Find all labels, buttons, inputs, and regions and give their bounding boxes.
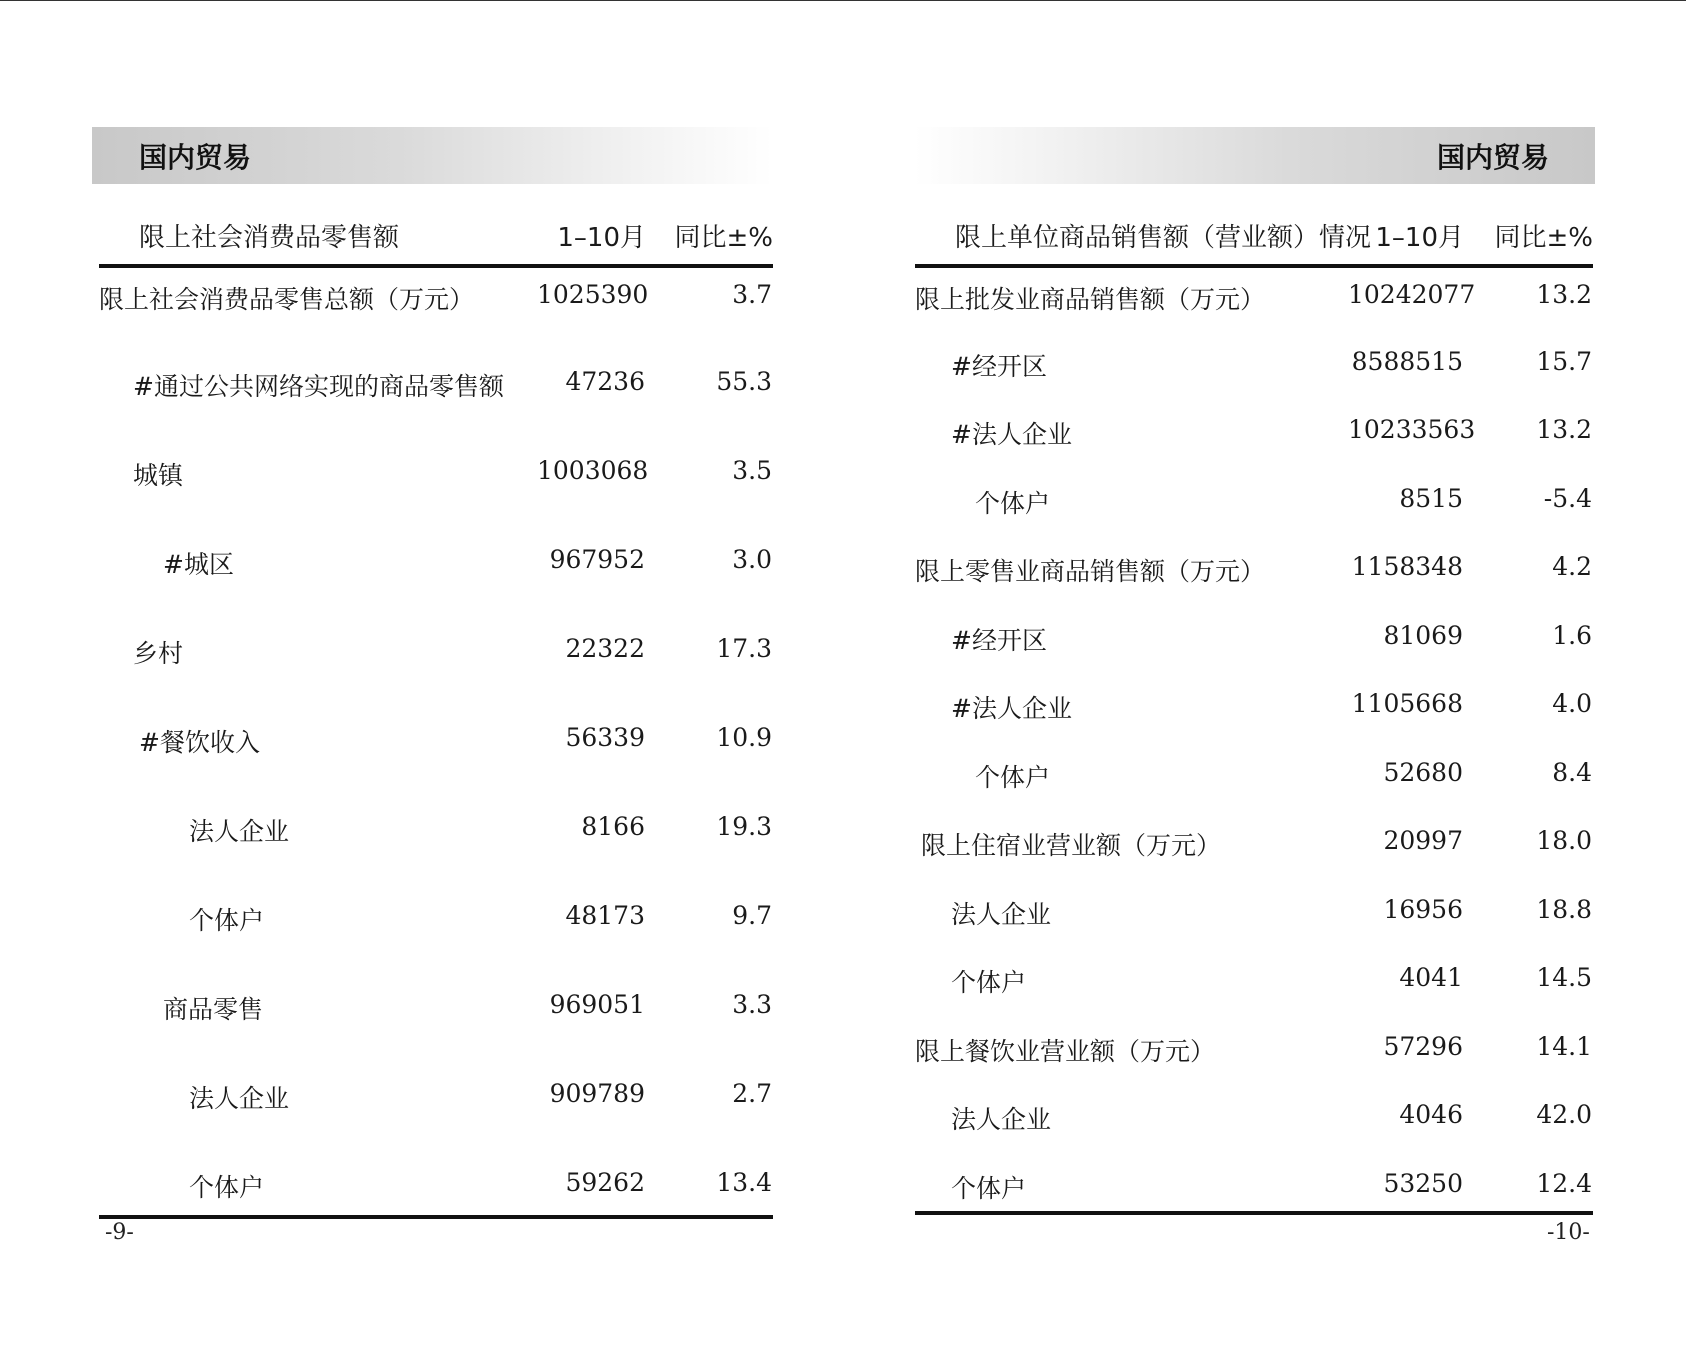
row-yoy: 3.3 xyxy=(732,990,772,1019)
row-yoy: 10.9 xyxy=(716,723,772,752)
row-yoy: 15.7 xyxy=(1536,346,1592,376)
table-row xyxy=(915,266,1593,335)
row-label: 限上社会消费品零售总额（万元） xyxy=(99,285,475,314)
right-section-title: 国内贸易 xyxy=(1436,140,1549,174)
row-label: #经开区 xyxy=(951,351,1047,381)
row-value: 4046 xyxy=(1399,1100,1463,1129)
table-row xyxy=(915,677,1593,746)
row-label: 个体户 xyxy=(189,906,265,935)
row-label: 个体户 xyxy=(975,488,1051,518)
table-row xyxy=(99,1067,773,1156)
row-value: 52680 xyxy=(1383,757,1463,787)
unit-sales-table xyxy=(915,210,1593,1215)
row-label: #法人企业 xyxy=(951,694,1072,723)
table-row xyxy=(915,335,1593,404)
row-label: 个体户 xyxy=(99,1156,536,1217)
table-row xyxy=(99,1156,773,1217)
row-label: 法人企业 xyxy=(951,1105,1052,1134)
row-label: 商品零售 xyxy=(163,995,264,1024)
row-label: 法人企业 xyxy=(951,899,1052,929)
table-row xyxy=(99,533,773,622)
row-value: 20997 xyxy=(1383,826,1463,855)
row-value: 967952 xyxy=(549,545,645,574)
table-row xyxy=(915,403,1593,472)
row-value: 8588515 xyxy=(1351,346,1463,376)
row-yoy: 2.7 xyxy=(732,1079,772,1108)
row-label: #法人企业 xyxy=(951,420,1072,449)
table-row xyxy=(915,951,1593,1020)
row-label: #餐饮收入 xyxy=(139,728,260,757)
row-yoy: 55.3 xyxy=(716,367,772,396)
row-value: 57296 xyxy=(1383,1031,1463,1061)
row-label: #城区 xyxy=(163,550,234,579)
row-yoy: 14.1 xyxy=(1536,1031,1592,1061)
row-label: #经开区 xyxy=(951,625,1047,655)
table-row xyxy=(99,444,773,533)
row-yoy: 3.0 xyxy=(732,545,772,574)
table-row xyxy=(915,540,1593,609)
row-label: 限上零售业商品销售额（万元） xyxy=(915,557,1266,586)
table-row xyxy=(99,622,773,711)
row-yoy: 42.0 xyxy=(1536,1100,1592,1129)
left-section-header xyxy=(92,127,773,184)
row-yoy: 13.2 xyxy=(1536,415,1592,444)
table-row xyxy=(915,609,1593,678)
row-yoy: 19.3 xyxy=(716,812,772,841)
row-value: 16956 xyxy=(1383,894,1463,924)
row-yoy: 18.0 xyxy=(1536,826,1592,855)
table-row xyxy=(915,1020,1593,1089)
row-yoy: 17.3 xyxy=(716,634,772,663)
table-header-row xyxy=(99,210,773,266)
header-label: 限上社会消费品零售额 xyxy=(99,210,536,266)
table-row xyxy=(915,472,1593,541)
row-label: 法人企业 xyxy=(189,817,290,846)
table-row xyxy=(915,883,1593,952)
row-yoy: 3.7 xyxy=(732,280,772,309)
row-value: 10233563 xyxy=(1348,415,1476,444)
table-row xyxy=(99,711,773,800)
table-row xyxy=(99,889,773,978)
row-label: 个体户 xyxy=(915,1157,1347,1213)
page-number: -9- xyxy=(105,1220,134,1245)
header-label: 限上单位商品销售额（营业额）情况 xyxy=(915,210,1347,266)
page-number: -10- xyxy=(1547,1220,1590,1245)
row-value: 8166 xyxy=(581,812,645,841)
row-value: 1003068 xyxy=(537,456,649,485)
table-row xyxy=(915,746,1593,815)
row-value: 1025390 xyxy=(537,280,649,309)
row-label: 个体户 xyxy=(951,968,1027,997)
row-yoy: -5.4 xyxy=(1543,483,1592,513)
header-yoy: 同比±% xyxy=(646,210,773,266)
row-value: 47236 xyxy=(565,367,645,396)
row-yoy: 18.8 xyxy=(1536,894,1592,924)
row-yoy: 13.4 xyxy=(646,1156,773,1217)
row-label: 城镇 xyxy=(133,461,184,490)
table-header-row xyxy=(915,210,1593,266)
header-period: 1–10月 xyxy=(1347,210,1464,266)
header-period: 1–10月 xyxy=(536,210,646,266)
row-value: 10242077 xyxy=(1348,280,1476,309)
row-label: 限上餐饮业营业额（万元） xyxy=(915,1036,1216,1066)
row-yoy: 12.4 xyxy=(1464,1157,1593,1213)
row-label: 个体户 xyxy=(975,762,1051,792)
row-value: 1158348 xyxy=(1351,552,1463,581)
row-label: 乡村 xyxy=(133,639,184,668)
row-value: 1105668 xyxy=(1351,689,1463,718)
row-label: 限上住宿业营业额（万元） xyxy=(921,831,1222,860)
row-yoy: 13.2 xyxy=(1536,280,1592,309)
row-label: 限上批发业商品销售额（万元） xyxy=(915,285,1266,314)
row-value: 909789 xyxy=(549,1079,645,1108)
left-section-title: 国内贸易 xyxy=(139,140,252,174)
row-value: 81069 xyxy=(1383,620,1463,650)
row-yoy: 9.7 xyxy=(732,901,772,930)
table-row xyxy=(99,266,773,355)
row-yoy: 8.4 xyxy=(1552,757,1592,787)
row-value: 53250 xyxy=(1347,1157,1464,1213)
table-row xyxy=(99,978,773,1067)
table-row xyxy=(99,355,773,444)
right-section-header xyxy=(914,127,1595,184)
row-value: 56339 xyxy=(565,723,645,752)
row-value: 48173 xyxy=(565,901,645,930)
right-page xyxy=(843,0,1686,1353)
row-label: #通过公共网络实现的商品零售额 xyxy=(133,372,504,401)
header-yoy: 同比±% xyxy=(1464,210,1593,266)
row-yoy: 3.5 xyxy=(732,456,772,485)
retail-sales-table xyxy=(99,210,773,1219)
table-row xyxy=(915,1088,1593,1157)
row-yoy: 4.2 xyxy=(1552,552,1592,581)
row-value: 22322 xyxy=(565,634,645,663)
table-row xyxy=(915,1157,1593,1213)
row-value: 4041 xyxy=(1399,963,1463,992)
row-yoy: 4.0 xyxy=(1552,689,1592,718)
row-label: 法人企业 xyxy=(189,1084,290,1113)
row-value: 59262 xyxy=(536,1156,646,1217)
row-value: 8515 xyxy=(1399,483,1463,513)
table-row xyxy=(99,800,773,889)
row-yoy: 1.6 xyxy=(1552,620,1592,650)
table-row xyxy=(915,814,1593,883)
row-value: 969051 xyxy=(549,990,645,1019)
row-yoy: 14.5 xyxy=(1536,963,1592,992)
